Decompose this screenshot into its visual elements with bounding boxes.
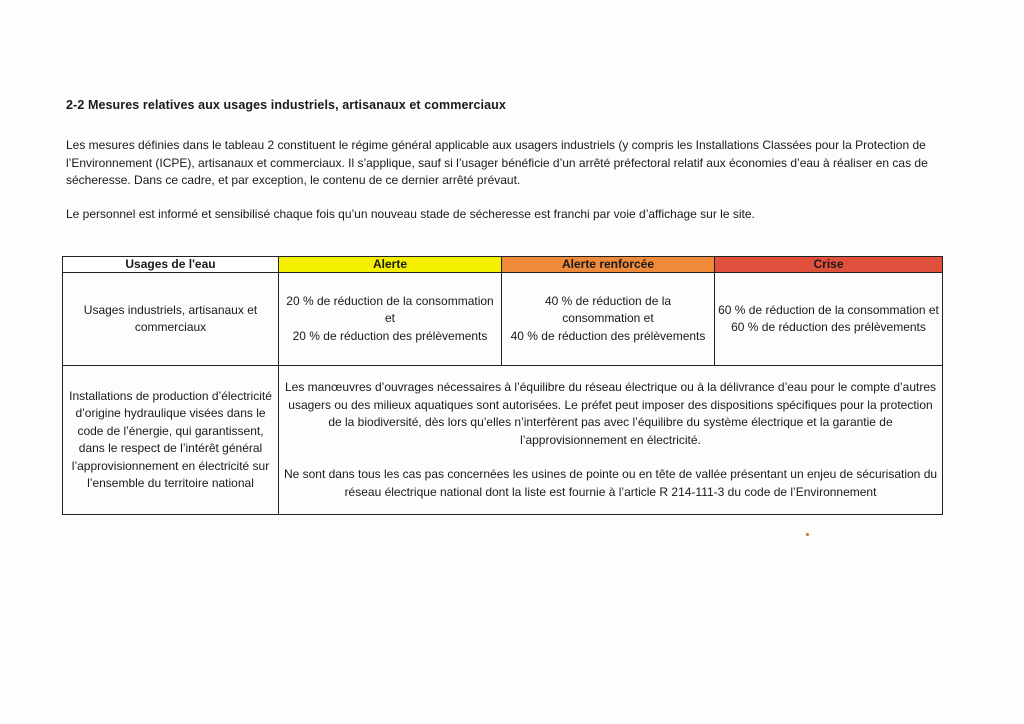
header-crise: Crise <box>715 257 943 273</box>
crise-consumption-text: 60 % de réduction de la consommation et <box>718 302 939 317</box>
hydro-measures-paragraph-2: Ne sont dans tous les cas pas concernées les usines de pointe ou en tête de vallée présentant un enjeu de sécurisation du réseau électrique national dont la liste est fournie à l’article R 214-111-3 du code de l’Environnement <box>283 467 938 499</box>
usage-industrial-cell: Usages industriels, artisanaux et commerciaux <box>63 273 279 366</box>
header-usages: Usages de l'eau <box>63 257 279 273</box>
hydro-measures-paragraph-1: Les manœuvres d’ouvrages nécessaires à l’équilibre du réseau électrique ou à la délivrance d’eau pour le compte d’autres usagers ou des milieux aquatiques sont autorisées. Le préfet peut imposer des dispositions spécifiques pour la protection de la biodiversité, dès lors qu’elles n’interfèrent pas avec l’équilibre du système électrique et la garantie de l’approvisionnement en électricité. <box>284 380 937 447</box>
crise-withdrawal-text: 60 % de réduction des prélèvements <box>731 320 926 334</box>
alerte-withdrawal-text: 20 % de réduction des prélèvements <box>292 328 488 343</box>
usage-hydro-cell: Installations de production d’électricité d’origine hydraulique visées dans le code de l’énergie, qui garantissent, dans le respect de l’intérêt général l’approvisionnement en électricité sur l’ensemble du territoire national <box>63 366 279 515</box>
table-header-row <box>63 257 943 273</box>
scan-speck <box>805 532 809 536</box>
staff-notice-paragraph: Le personnel est informé et sensibilisé chaque fois qu’un nouveau stade de sécheresse est franchi par voie d’affichage sur le site. <box>66 207 755 221</box>
table-row <box>63 273 943 366</box>
crise-measure-cell <box>715 273 943 366</box>
alerte-renforcee-consumption-text: 40 % de réduction de la consommation et <box>544 293 672 326</box>
alerte-consumption-text: 20 % de réduction de la consommation et <box>286 293 494 326</box>
alerte-renforcee-measure-cell <box>502 273 715 366</box>
section-heading: 2-2 Mesures relatives aux usages industriels, artisanaux et commerciaux <box>66 98 506 112</box>
intro-paragraph: Les mesures définies dans le tableau 2 constituent le régime général applicable aux usagers industriels (y compris les Installations Classées pour la Protection de l’Environnement (ICPE), artisanaux et commerciaux. Il s’applique, sauf si l’usager bénéficie d’un arrêté préfectoral relatif aux économies d’eau à réaliser en cas de sécheresse. Dans ce cadre, et par exception, le contenu de ce dernier arrêté prévaut. <box>66 138 928 187</box>
drought-measures-table <box>62 256 943 515</box>
alerte-renforcee-withdrawal-text: 40 % de réduction des prélèvements <box>510 328 706 343</box>
header-alerte-renforcee: Alerte renforcée <box>502 257 715 273</box>
hydro-measures-cell <box>279 366 943 515</box>
alerte-measure-cell <box>279 273 502 366</box>
table-row <box>63 366 943 515</box>
header-alerte: Alerte <box>279 257 502 273</box>
